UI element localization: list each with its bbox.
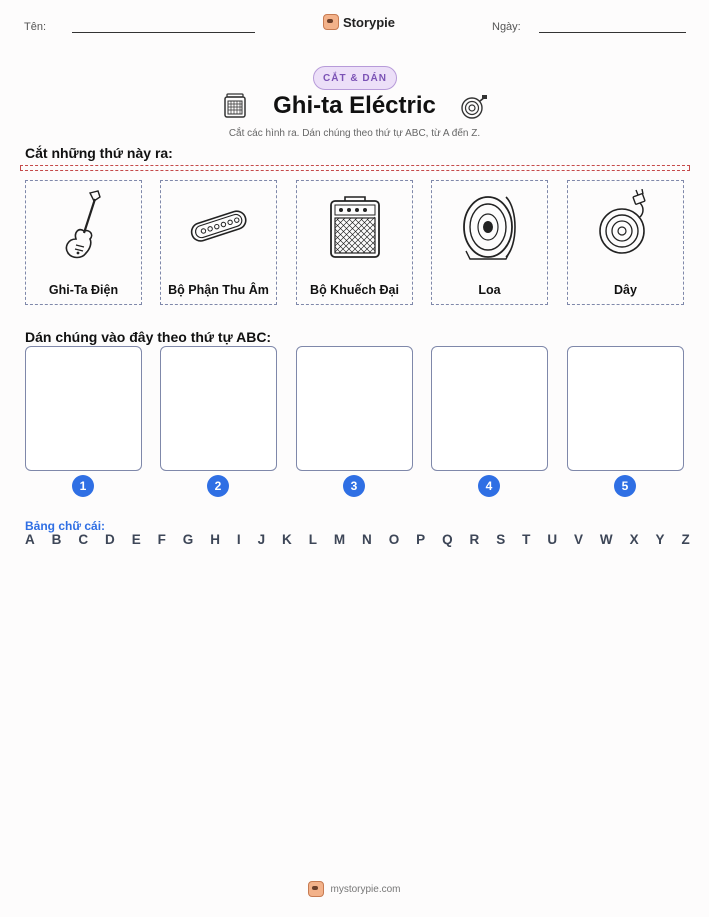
pickup-icon xyxy=(181,189,257,269)
activity-badge: CẮT & DÁN xyxy=(313,66,397,90)
letter: V xyxy=(573,532,583,547)
brand-name: Storypie xyxy=(343,14,396,30)
cut-card-speaker[interactable] xyxy=(431,180,548,305)
letter: G xyxy=(182,532,194,547)
page-title: Ghi-ta Eléctric xyxy=(273,92,436,119)
number-badge-5: 5 xyxy=(614,475,636,497)
date-line[interactable] xyxy=(539,32,686,33)
number-badge-2: 2 xyxy=(207,475,229,497)
letter: P xyxy=(416,532,426,547)
speaker-icon xyxy=(460,189,520,269)
letter: X xyxy=(629,532,639,547)
letter: O xyxy=(388,532,400,547)
number-badge-3: 3 xyxy=(343,475,365,497)
storypie-mascot-icon xyxy=(308,881,324,897)
cut-card-electric-guitar[interactable] xyxy=(25,180,142,305)
card-label: Loa xyxy=(478,283,501,297)
number-badge-4: 4 xyxy=(478,475,500,497)
paste-box-1[interactable] xyxy=(25,346,142,471)
letter: N xyxy=(362,532,372,547)
letter: R xyxy=(469,532,480,547)
letter: Z xyxy=(681,532,690,547)
cut-section-heading: Cắt những thứ này ra: xyxy=(25,145,173,161)
instructions-text: Cắt các hình ra. Dán chúng theo thứ tự ABC, từ A đến Z. xyxy=(228,128,481,139)
letter: L xyxy=(308,532,317,547)
name-line[interactable] xyxy=(72,32,255,33)
card-label: Bộ Khuếch Đại xyxy=(310,283,399,297)
alphabet-heading: Bảng chữ cái: xyxy=(25,519,106,533)
paste-box-3[interactable] xyxy=(296,346,413,471)
date-label: Ngày: xyxy=(492,21,521,33)
paste-box-2[interactable] xyxy=(160,346,277,471)
amplifier-icon xyxy=(325,189,385,269)
letter: S xyxy=(496,532,506,547)
letter: D xyxy=(105,532,115,547)
cable-title-icon xyxy=(460,94,488,120)
cable-icon xyxy=(596,189,656,269)
cut-card-amplifier[interactable] xyxy=(296,180,413,305)
letter: Y xyxy=(655,532,665,547)
footer-site[interactable]: mystorypie.com xyxy=(330,883,401,895)
letter: E xyxy=(131,532,141,547)
letter: I xyxy=(236,532,241,547)
letter: J xyxy=(257,532,266,547)
storypie-mascot-icon xyxy=(323,14,339,30)
card-label: Dây xyxy=(614,283,637,297)
letter: M xyxy=(333,532,346,547)
letter: H xyxy=(210,532,220,547)
name-label: Tên: xyxy=(24,21,47,33)
paste-section-heading: Dán chúng vào đây theo thứ tự ABC: xyxy=(25,329,272,345)
letter: C xyxy=(78,532,89,547)
letter: B xyxy=(51,532,62,547)
letter: K xyxy=(282,532,292,547)
number-badge-1: 1 xyxy=(72,475,94,497)
card-label: Ghi-Ta Điện xyxy=(48,283,119,297)
letter: T xyxy=(522,532,531,547)
letter: W xyxy=(599,532,613,547)
cut-card-cable[interactable] xyxy=(567,180,684,305)
alphabet-row xyxy=(25,532,690,547)
letter: F xyxy=(157,532,166,547)
storypie-logo xyxy=(323,14,395,30)
card-label: Bộ Phận Thu Âm xyxy=(168,283,269,297)
letter: A xyxy=(25,532,35,547)
electric-guitar-icon xyxy=(54,189,114,269)
letter: U xyxy=(547,532,558,547)
cut-card-pickup[interactable] xyxy=(160,180,277,305)
cut-line xyxy=(20,165,690,171)
footer xyxy=(0,881,709,897)
paste-box-4[interactable] xyxy=(431,346,548,471)
paste-box-5[interactable] xyxy=(567,346,684,471)
letter: Q xyxy=(442,532,453,547)
